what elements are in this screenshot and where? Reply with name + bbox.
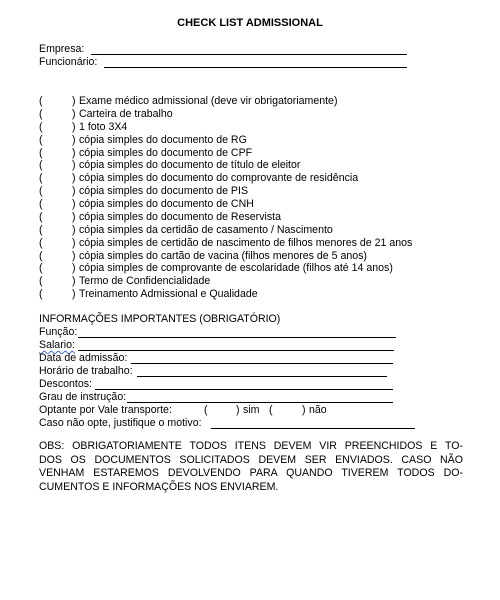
checkbox[interactable]: ( (39, 223, 43, 236)
checklist-item-label: cópia simples do documento de RG (79, 133, 247, 146)
checkbox-close: ) (72, 146, 76, 159)
data-admissao-row (39, 352, 127, 365)
checkbox[interactable]: ( (39, 262, 43, 275)
salario-row (39, 339, 75, 352)
checklist-item-label: cópia simples do documento do comprovante de residência (79, 172, 359, 185)
checkbox[interactable]: ( (39, 172, 43, 185)
checkbox-close: ) (72, 159, 76, 172)
obs-line: VENHAM ESTAREMOS DEVOLVENDO PARA QUANDO TIVEREM TODOS DO- (39, 467, 463, 480)
funcao-field[interactable] (78, 337, 396, 338)
document-title: CHECK LIST ADMISSIONAL (177, 17, 323, 29)
vale-nao-label: não (309, 404, 327, 416)
checkbox-close: ) (72, 223, 76, 236)
vale-nao-checkbox-close: ) (302, 404, 306, 416)
checklist-item-label: Carteira de trabalho (79, 107, 173, 120)
grau-field[interactable] (127, 402, 393, 403)
grau-row (39, 391, 126, 404)
salario-label: Salario: (39, 339, 75, 351)
checkbox[interactable]: ( (39, 288, 43, 301)
checklist-item-label: Exame médico admissional (deve vir obrigatoriamente) (79, 95, 338, 107)
obs-paragraph (39, 440, 463, 494)
checklist-item-label: cópia simples de comprovante de escolaridade (filhos até 14 anos) (79, 262, 393, 275)
section-title: INFORMAÇÕES IMPORTANTES (OBRIGATÓRIO) (39, 313, 281, 325)
horario-label: Horário de trabalho: (39, 365, 133, 377)
checklist-item-label: cópia simples do cartão de vacina (filhos menores de 5 anos) (79, 249, 367, 262)
funcao-row (39, 326, 77, 339)
checkbox-close: ) (72, 198, 76, 210)
checkbox-close: ) (72, 95, 76, 107)
checkbox[interactable]: ( (39, 185, 43, 198)
obs-line: OBS: OBRIGATORIAMENTE TODOS ITENS DEVEM VIR PREENCHIDOS E TO- (39, 440, 463, 452)
checklist-item-label: cópia simples do documento de CNH (79, 198, 254, 210)
obs-line: DOS OS DOCUMENTOS SOLICITADOS DEVEM SER ENVIADOS. CASO NÃO (39, 453, 463, 466)
vale-sim-checkbox-close: ) (236, 404, 240, 416)
checkbox-close: ) (72, 120, 76, 133)
data-admissao-field[interactable] (131, 363, 393, 364)
funcionario-field[interactable] (104, 67, 407, 68)
checkbox[interactable]: ( (39, 275, 43, 288)
motivo-row (39, 417, 202, 430)
checkbox[interactable]: ( (39, 133, 43, 146)
descontos-field[interactable] (95, 389, 393, 390)
checkbox-close: ) (72, 288, 76, 301)
checkbox-close: ) (72, 133, 76, 146)
checklist-item-label: Termo de Confidencialidade (79, 275, 211, 288)
checkbox-close: ) (72, 249, 76, 262)
grau-label: Grau de instrução: (39, 391, 127, 403)
checklist-item-label: cópia simples do documento de Reservista (79, 210, 281, 223)
checkbox-close: ) (72, 262, 76, 275)
checklist-item-label: cópia simples do documento de PIS (79, 185, 249, 198)
checkbox-close: ) (72, 185, 76, 198)
vale-row (39, 404, 172, 417)
checkbox-close: ) (72, 236, 76, 249)
checkbox[interactable]: ( (39, 210, 43, 223)
checkbox[interactable]: ( (39, 95, 43, 107)
checkbox[interactable]: ( (39, 236, 43, 249)
vale-nao-checkbox[interactable]: ( (269, 404, 273, 416)
checklist-item-label: Treinamento Admissional e Qualidade (79, 288, 258, 301)
funcionario-label: Funcionário: (39, 56, 98, 68)
checkbox[interactable]: ( (39, 249, 43, 262)
checkbox-close: ) (72, 107, 76, 120)
horario-field[interactable] (137, 376, 387, 377)
motivo-label: Caso não opte, justifique o motivo: (39, 417, 202, 429)
checklist-item-label: 1 foto 3X4 (79, 120, 128, 133)
checklist-item-label: cópia simples de certidão de nascimento de filhos menores de 21 anos (79, 236, 413, 249)
descontos-row (39, 378, 92, 391)
funcao-label: Função: (39, 326, 78, 338)
checklist-item-label: cópia simples do documento de CPF (79, 146, 253, 159)
checkbox[interactable]: ( (39, 198, 43, 210)
checkbox-close: ) (72, 275, 76, 288)
empresa-label: Empresa: (39, 43, 85, 55)
salario-field[interactable] (78, 350, 394, 351)
checklist-item-label: cópia simples da certidão de casamento / Nascimento (79, 223, 333, 236)
vale-sim-label: sim (243, 404, 260, 416)
vale-label: Optante por Vale transporte: (39, 404, 172, 416)
vale-sim-checkbox[interactable]: ( (204, 404, 208, 416)
checkbox[interactable]: ( (39, 146, 43, 159)
horario-row (39, 365, 133, 378)
checkbox-close: ) (72, 210, 76, 223)
data-admissao-label: Data de admissão: (39, 352, 128, 364)
checkbox[interactable]: ( (39, 107, 43, 120)
checklist-item-label: cópia simples do documento de título de eleitor (79, 159, 301, 172)
checkbox[interactable]: ( (39, 159, 43, 172)
checkbox[interactable]: ( (39, 120, 43, 133)
descontos-label: Descontos: (39, 378, 92, 390)
obs-line: CUMENTOS E INFORMAÇÕES NOS ENVIAREM. (39, 480, 279, 493)
motivo-field[interactable] (211, 428, 415, 429)
empresa-field[interactable] (91, 54, 407, 55)
checkbox-close: ) (72, 172, 76, 185)
